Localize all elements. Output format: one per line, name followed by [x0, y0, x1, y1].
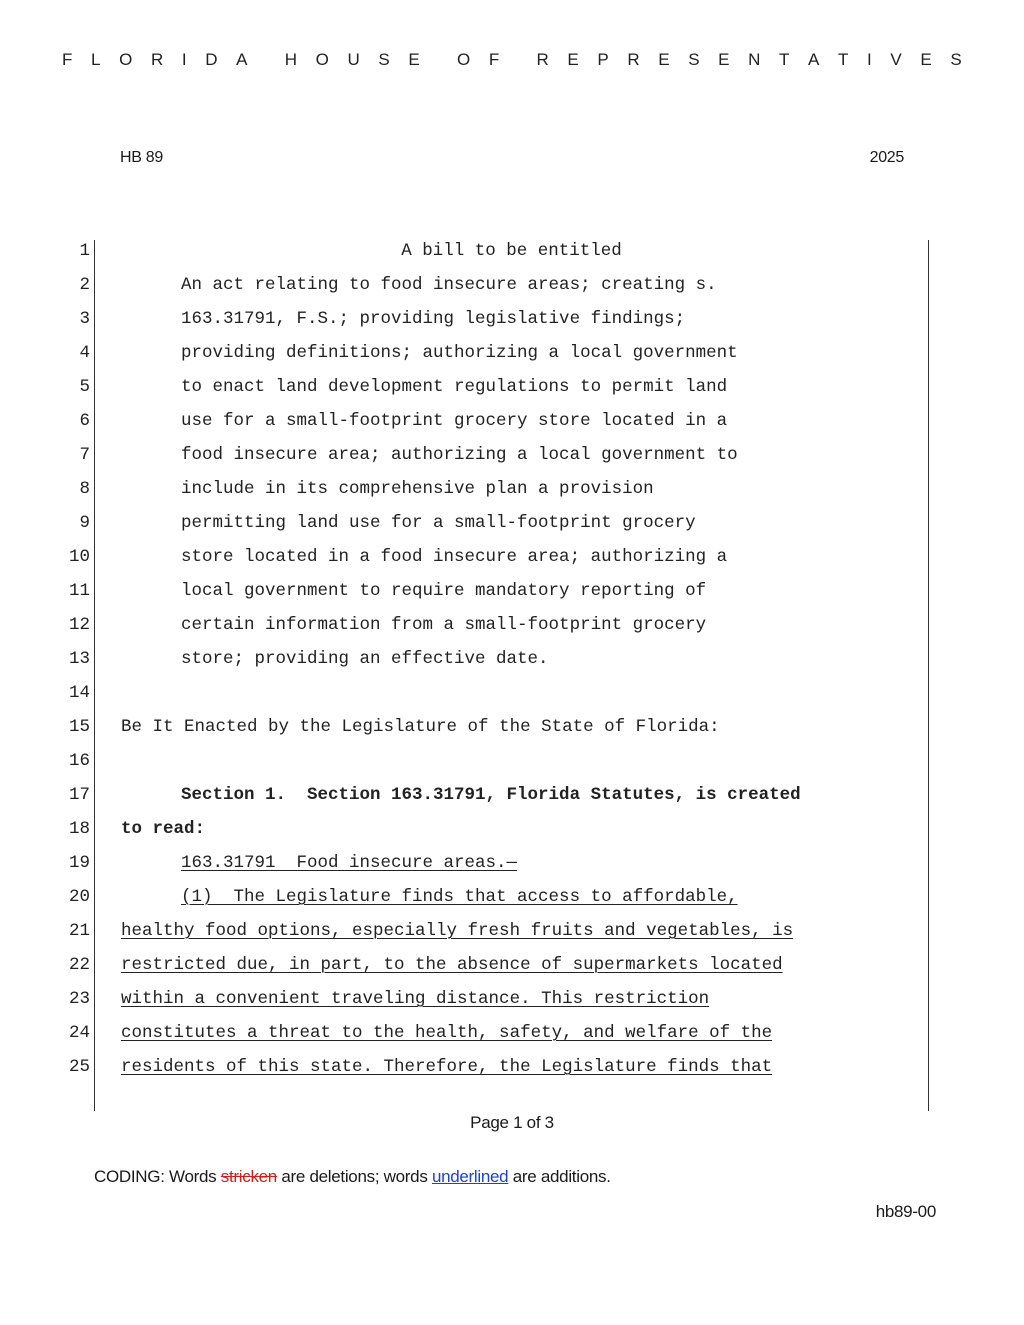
- bill-line: [0, 916, 1024, 950]
- line-text: store; providing an effective date.: [181, 649, 549, 669]
- chamber-masthead: [62, 50, 962, 74]
- line-text: permitting land use for a small-footprint grocery: [181, 513, 696, 533]
- document-code: hb89-00: [875, 1202, 936, 1221]
- line-text: Section 1. Section 163.31791, Florida Statutes, is created: [181, 785, 801, 805]
- line-number: 16: [68, 751, 90, 771]
- masthead-letter: U: [347, 50, 360, 69]
- line-text: include in its comprehensive plan a provision: [181, 479, 654, 499]
- coding-stricken-sample: stricken: [220, 1167, 277, 1186]
- masthead-letter: R: [150, 50, 164, 69]
- line-text: 163.31791, F.S.; providing legislative findings;: [181, 309, 686, 329]
- line-number: 13: [68, 649, 90, 669]
- bill-line: [0, 814, 1024, 848]
- bill-line: [0, 780, 1024, 814]
- masthead-letter: O: [119, 50, 133, 69]
- line-text: (1) The Legislature finds that access to affordable,: [181, 887, 738, 907]
- masthead-letter: I: [181, 50, 187, 69]
- line-text: Be It Enacted by the Legislature of the State of Florida:: [121, 717, 720, 737]
- bill-line: [0, 712, 1024, 746]
- line-number: 8: [79, 479, 90, 499]
- line-number: 3: [79, 309, 90, 329]
- page-number: Page 1 of 3: [470, 1113, 554, 1132]
- line-text: to enact land development regulations to permit land: [181, 377, 728, 397]
- bill-text-body: [0, 236, 1024, 1086]
- bill-line: [0, 542, 1024, 576]
- line-text: A bill to be entitled: [401, 241, 622, 261]
- masthead-letter: A: [236, 50, 248, 69]
- bill-line: [0, 372, 1024, 406]
- bill-line: [0, 950, 1024, 984]
- line-text: residents of this state. Therefore, the Legislature finds that: [121, 1057, 773, 1077]
- masthead-letter: E: [718, 50, 730, 69]
- line-number: 21: [68, 921, 90, 941]
- bill-line: [0, 406, 1024, 440]
- masthead-letter: I: [867, 50, 872, 69]
- bill-line: [0, 848, 1024, 882]
- bill-year: 2025: [869, 149, 904, 166]
- masthead-letter: H: [284, 50, 298, 69]
- masthead-letter: F: [488, 50, 500, 69]
- line-text: constitutes a threat to the health, safety, and welfare of the: [121, 1023, 773, 1043]
- masthead-letter: E: [920, 50, 932, 69]
- bill-line: [0, 746, 1024, 780]
- masthead-letter: N: [748, 50, 761, 69]
- masthead-letter: T: [779, 50, 790, 69]
- bill-number: HB 89: [120, 149, 163, 166]
- masthead-letter: F: [62, 50, 73, 69]
- line-text: certain information from a small-footprint grocery: [181, 615, 707, 635]
- bill-line: [0, 610, 1024, 644]
- line-text: use for a small-footprint grocery store located in a: [181, 411, 728, 431]
- line-number: 19: [68, 853, 90, 873]
- line-number: 10: [68, 547, 90, 567]
- masthead-letter: V: [890, 50, 902, 69]
- bill-line: [0, 984, 1024, 1018]
- bill-line: [0, 576, 1024, 610]
- bill-line: [0, 1052, 1024, 1086]
- line-number: 24: [68, 1023, 90, 1043]
- masthead-letter: T: [838, 50, 849, 69]
- line-text: 163.31791 Food insecure areas.—: [181, 853, 518, 873]
- line-text: food insecure area; authorizing a local government to: [181, 445, 738, 465]
- bill-line: [0, 270, 1024, 304]
- coding-suffix: are additions.: [508, 1167, 611, 1186]
- line-number: 25: [68, 1057, 90, 1077]
- masthead-letter: A: [808, 50, 820, 69]
- line-text: within a convenient traveling distance. This restriction: [121, 989, 710, 1009]
- masthead-letter: O: [315, 50, 329, 69]
- line-text: local government to require mandatory reporting of: [181, 581, 707, 601]
- bill-line: [0, 508, 1024, 542]
- masthead-letter: E: [408, 50, 420, 69]
- masthead-letter: S: [378, 50, 390, 69]
- line-number: 2: [79, 275, 90, 295]
- bill-line: [0, 474, 1024, 508]
- masthead-letter: S: [950, 50, 962, 69]
- masthead-letter: L: [91, 50, 101, 69]
- masthead-letter: P: [597, 50, 609, 69]
- line-number: 11: [68, 581, 90, 601]
- line-number: 14: [68, 683, 90, 703]
- line-text: providing definitions; authorizing a local government: [181, 343, 738, 363]
- masthead-letter: O: [456, 50, 471, 69]
- masthead-letter: S: [688, 50, 700, 69]
- bill-line: [0, 644, 1024, 678]
- bill-line: [0, 678, 1024, 712]
- masthead-letter: E: [567, 50, 579, 69]
- line-number: 6: [79, 411, 90, 431]
- bill-line: [0, 304, 1024, 338]
- bill-line: [0, 338, 1024, 372]
- line-number: 1: [79, 241, 90, 261]
- line-text: store located in a food insecure area; authorizing a: [181, 547, 728, 567]
- line-number: 9: [79, 513, 90, 533]
- coding-underlined-sample: underlined: [431, 1167, 509, 1186]
- line-number: 5: [79, 377, 90, 397]
- masthead-letter: E: [658, 50, 670, 69]
- masthead-letter: R: [536, 50, 549, 69]
- line-number: 17: [68, 785, 90, 805]
- line-number: 7: [79, 445, 90, 465]
- line-number: 4: [79, 343, 90, 363]
- masthead-letter: D: [205, 50, 218, 69]
- line-text: An act relating to food insecure areas; creating s.: [181, 275, 717, 295]
- line-text: to read:: [121, 819, 206, 839]
- line-number: 23: [68, 989, 90, 1009]
- bill-line: [0, 882, 1024, 916]
- line-number: 22: [68, 955, 90, 975]
- bill-line: [0, 236, 1024, 270]
- line-text: restricted due, in part, to the absence of supermarkets located: [121, 955, 783, 975]
- bill-line: [0, 440, 1024, 474]
- coding-legend: [94, 1167, 611, 1187]
- masthead-letter: R: [627, 50, 640, 69]
- line-number: 15: [68, 717, 90, 737]
- line-number: 12: [68, 615, 90, 635]
- bill-line: [0, 1018, 1024, 1052]
- line-number: 18: [68, 819, 90, 839]
- coding-middle: are deletions; words: [276, 1167, 432, 1186]
- line-number: 20: [68, 887, 90, 907]
- line-text: healthy food options, especially fresh fruits and vegetables, is: [121, 921, 794, 941]
- coding-prefix: CODING: Words: [94, 1167, 221, 1186]
